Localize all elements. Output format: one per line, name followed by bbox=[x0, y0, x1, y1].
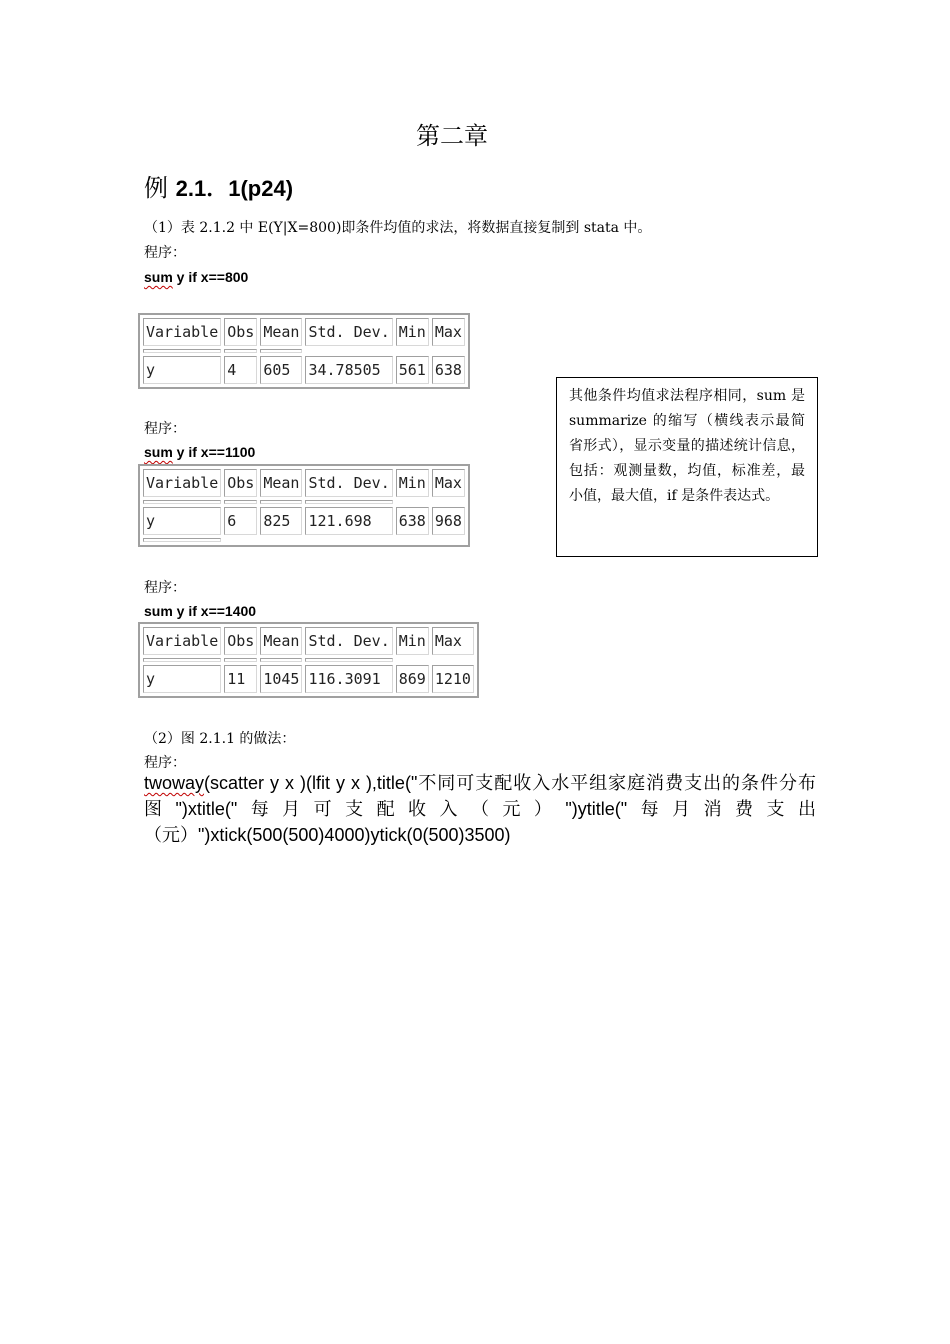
sep-cell bbox=[396, 658, 429, 662]
command-3: sum y if x==1400 bbox=[144, 603, 257, 619]
sep-cell bbox=[432, 658, 474, 662]
program-label-1: 程序： bbox=[144, 245, 186, 261]
cell-variable: y bbox=[143, 356, 221, 384]
header-max: Max bbox=[432, 627, 474, 655]
command-1-args: y if x==800 bbox=[172, 269, 249, 285]
command-1 bbox=[144, 269, 248, 285]
sep-cell bbox=[396, 500, 429, 504]
table-row bbox=[143, 507, 465, 535]
cell-max: 968 bbox=[432, 507, 465, 535]
sep-cell bbox=[224, 500, 257, 504]
header-variable: Variable bbox=[143, 318, 221, 346]
program-label-3: 程序： bbox=[144, 580, 186, 596]
sep-cell bbox=[396, 349, 429, 353]
header-std-dev: Std. Dev. bbox=[305, 318, 392, 346]
sep-cell bbox=[224, 349, 257, 353]
command-2-keyword: sum bbox=[144, 444, 173, 460]
header-variable: Variable bbox=[143, 627, 221, 655]
cell-min: 869 bbox=[396, 665, 429, 693]
cell-mean: 605 bbox=[260, 356, 302, 384]
cell-variable: y bbox=[143, 665, 221, 693]
header-variable: Variable bbox=[143, 469, 221, 497]
sep-cell bbox=[224, 658, 257, 662]
separator-row bbox=[143, 349, 465, 353]
header-min: Min bbox=[396, 469, 429, 497]
header-max: Max bbox=[432, 469, 465, 497]
sep-cell bbox=[260, 500, 302, 504]
sep-cell bbox=[224, 538, 257, 542]
header-max: Max bbox=[432, 318, 465, 346]
header-std-dev: Std. Dev. bbox=[305, 469, 392, 497]
cell-obs: 4 bbox=[224, 356, 257, 384]
cell-mean: 825 bbox=[260, 507, 302, 535]
header-min: Min bbox=[396, 318, 429, 346]
twoway-args: (scatter y x )(lfit y x ),title("不同可支配收入水平组家庭消费支出的条件分布图")xtitle("每月可支配收入（元）")ytitle("每月消费支出（元）")xtick(500(500)4000)ytick(0(500)3500) bbox=[144, 773, 816, 845]
header-std-dev: Std. Dev. bbox=[305, 627, 392, 655]
command-1-keyword: sum bbox=[144, 269, 173, 285]
sep-cell bbox=[396, 538, 429, 542]
table-header-row bbox=[143, 318, 465, 346]
header-obs: Obs bbox=[224, 318, 257, 346]
separator-row bbox=[143, 500, 465, 504]
program-label-2: 程序： bbox=[144, 421, 186, 437]
sep-cell bbox=[305, 538, 392, 542]
cell-mean: 1045 bbox=[260, 665, 302, 693]
separator-row bbox=[143, 538, 465, 542]
sep-cell bbox=[143, 349, 221, 353]
sep-cell bbox=[260, 538, 302, 542]
header-min: Min bbox=[396, 627, 429, 655]
example-number: 2.1．1(p24) bbox=[175, 176, 294, 201]
cell-max: 1210 bbox=[432, 665, 474, 693]
sep-cell bbox=[260, 349, 302, 353]
sep-cell bbox=[305, 658, 392, 662]
separator-row bbox=[143, 658, 474, 662]
header-obs: Obs bbox=[224, 627, 257, 655]
cell-variable: y bbox=[143, 507, 221, 535]
cell-min: 561 bbox=[396, 356, 429, 384]
twoway-command bbox=[144, 770, 816, 848]
sep-cell bbox=[143, 500, 221, 504]
cell-std-dev: 116.3091 bbox=[305, 665, 392, 693]
table-row bbox=[143, 665, 474, 693]
cell-obs: 6 bbox=[224, 507, 257, 535]
section2-text: （2）图 2.1.1 的做法： bbox=[144, 731, 296, 747]
twoway-keyword: twoway bbox=[144, 773, 205, 793]
header-mean: Mean bbox=[260, 318, 302, 346]
summary-table-2 bbox=[138, 464, 470, 547]
table-header-row bbox=[143, 469, 465, 497]
program-label-4: 程序： bbox=[144, 755, 186, 771]
section1-text: （1）表 2.1.2 中 E(Y|X=800)即条件均值的求法，将数据直接复制到 stata 中。 bbox=[144, 220, 652, 236]
sep-cell bbox=[260, 658, 302, 662]
explanation-note-box: 其他条件均值求法程序相同，sum 是 summarize 的缩写（横线表示最简省形式），显示变量的描述统计信息，包括：观测量数，均值，标准差，最小值，最大值，if 是条件表达式。 bbox=[556, 377, 818, 557]
example-heading bbox=[144, 168, 293, 203]
command-2 bbox=[144, 444, 255, 460]
sep-cell bbox=[432, 500, 465, 504]
summary-table-3 bbox=[138, 622, 479, 698]
cell-max: 638 bbox=[432, 356, 465, 384]
summary-table-1 bbox=[138, 313, 470, 389]
cell-min: 638 bbox=[396, 507, 429, 535]
example-prefix: 例 bbox=[144, 174, 168, 202]
sep-cell bbox=[305, 500, 392, 504]
header-mean: Mean bbox=[260, 469, 302, 497]
sep-cell bbox=[432, 349, 465, 353]
sep-cell bbox=[432, 538, 465, 542]
sep-cell bbox=[143, 658, 221, 662]
table-row bbox=[143, 356, 465, 384]
sep-cell bbox=[305, 349, 392, 353]
chapter-title: 第二章 bbox=[416, 122, 488, 150]
cell-std-dev: 121.698 bbox=[305, 507, 392, 535]
cell-obs: 11 bbox=[224, 665, 257, 693]
header-obs: Obs bbox=[224, 469, 257, 497]
header-mean: Mean bbox=[260, 627, 302, 655]
command-2-args: y if x==1100 bbox=[172, 444, 256, 460]
cell-std-dev: 34.78505 bbox=[305, 356, 392, 384]
table-header-row bbox=[143, 627, 474, 655]
sep-cell bbox=[143, 538, 221, 542]
